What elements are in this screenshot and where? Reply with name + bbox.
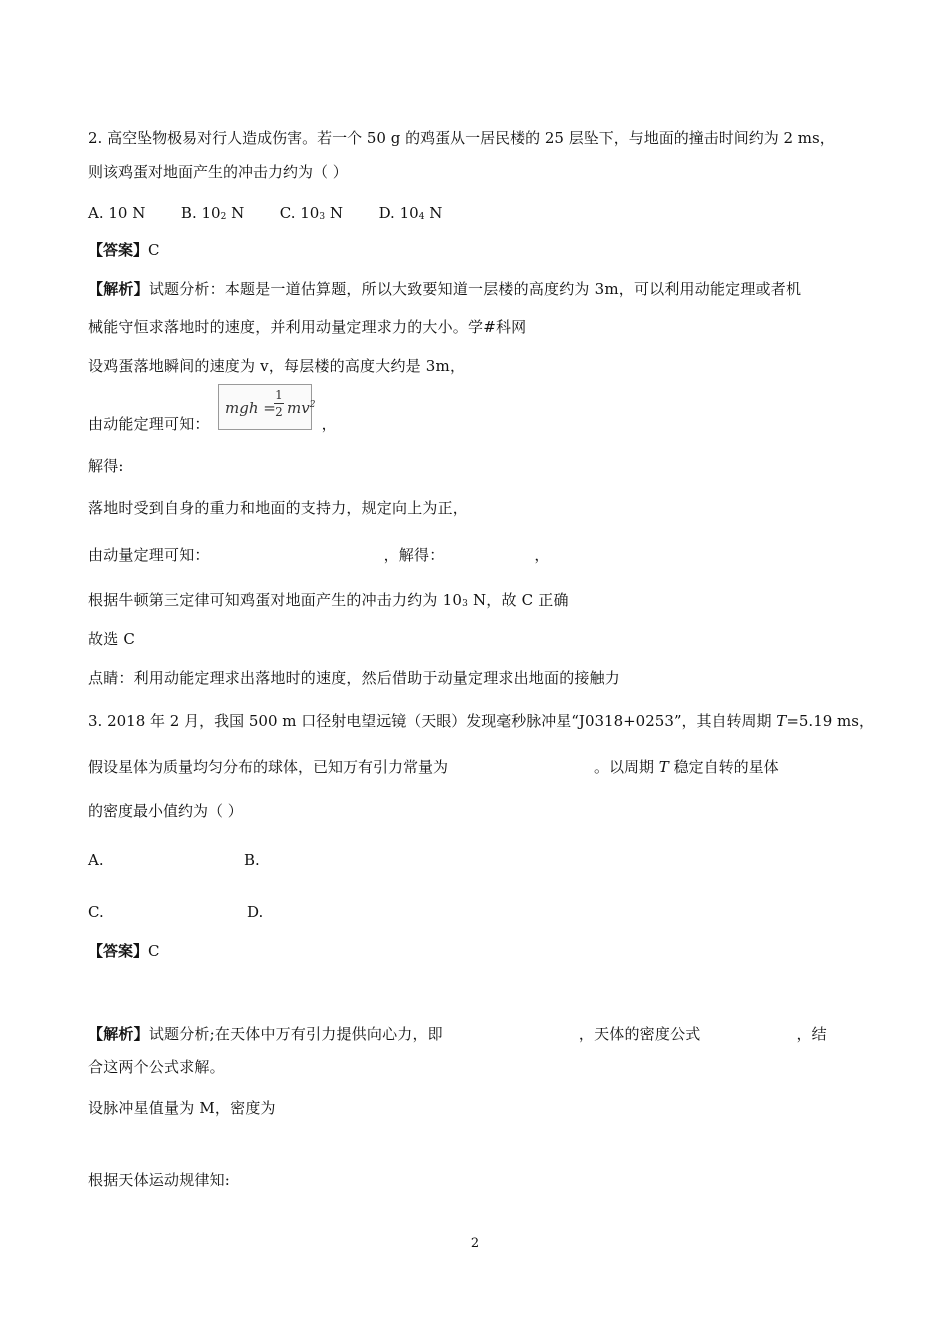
q2-step4: 落地时受到自身的重力和地面的支持力，规定向上为正， [88,499,469,517]
page-number: 2 [470,1236,480,1251]
q2-option-a: A. 10 N [88,204,146,222]
q3-option-d: D. [247,903,264,921]
q3-step2: 根据天体运动规律知: [88,1171,231,1189]
q2-note: 点睛：利用动能定理求出落地时的速度，然后借助于动量定理求出地面的接触力 [88,669,621,687]
q2-answer [88,240,160,260]
q3-option-b: B. [244,851,260,869]
q3-answer [88,941,160,961]
q2-step5: 由动量定理可知： ，解得： ， [88,546,550,564]
q3-stem-line3: 的密度最小值约为（ ） [88,802,243,820]
q2-stem-line2: 则该鸡蛋对地面产生的冲击力约为（ ） [88,163,348,181]
q3-step1: 设脉冲星值量为 M，密度为 [88,1099,276,1117]
q3-stem-line2: 假设星体为质量均匀分布的球体，已知万有引力常量为 。以周期 T 稳定自转的星体 [88,758,779,776]
q3-stem-line1: 3. 2018 年 2 月，我国 500 m 口径射电望远镜（天眼）发现毫秒脉冲星“J0318+0253”，其自转周期 T=5.19 ms， [88,712,874,730]
q2-step3: 解得: [88,457,124,475]
q3-analysis-label: 【解析】 [88,1025,149,1043]
q2-step7: 故选 C [88,630,136,648]
q2-answer-value: C [148,241,160,259]
q2-step1: 设鸡蛋落地瞬间的速度为 v，每层楼的高度大约是 3m， [88,357,466,375]
q3-analysis-line1: 【解析】试题分析;在天体中万有引力提供向心力，即 ，天体的密度公式 ，结 [88,1025,827,1043]
q2-analysis-line1: 【解析】试题分析：本题是一道估算题，所以大致要知道一层楼的高度约为 3m，可以利用动能定理或者机 [88,280,802,298]
q2-options [88,203,442,227]
q3-option-c: C. [88,903,104,921]
q3-analysis-line2: 合这两个公式求解。 [88,1058,225,1076]
q3-answer-value: C [148,942,160,960]
kinetic-energy-formula: mgh = 1 2 $mv^2$ [218,384,312,430]
q2-analysis-line2: 械能守恒求落地时的速度，并利用动量定理求力的大小。学#科网 [88,318,527,336]
q2-option-c: C. 103 N [279,204,343,222]
q2-option-b: B. 102 N [180,204,245,222]
q2-option-d: D. 104 N [378,204,443,222]
q2-step2: 由动能定理可知： ， [88,415,337,433]
q2-analysis-label: 【解析】 [88,280,149,298]
q2-stem-line1: 2. 高空坠物极易对行人造成伤害。若一个 50 g 的鸡蛋从一居民楼的 25 层坠下，与地面的撞击时间约为 2 ms， [88,129,835,147]
q2-answer-label: 【答案】 [88,241,149,259]
q2-step6: 根据牛顿第三定律可知鸡蛋对地面产生的冲击力约为 103 N，故 C 正确 [88,591,569,609]
q3-answer-label: 【答案】 [88,942,149,960]
q3-option-a: A. [88,851,104,869]
